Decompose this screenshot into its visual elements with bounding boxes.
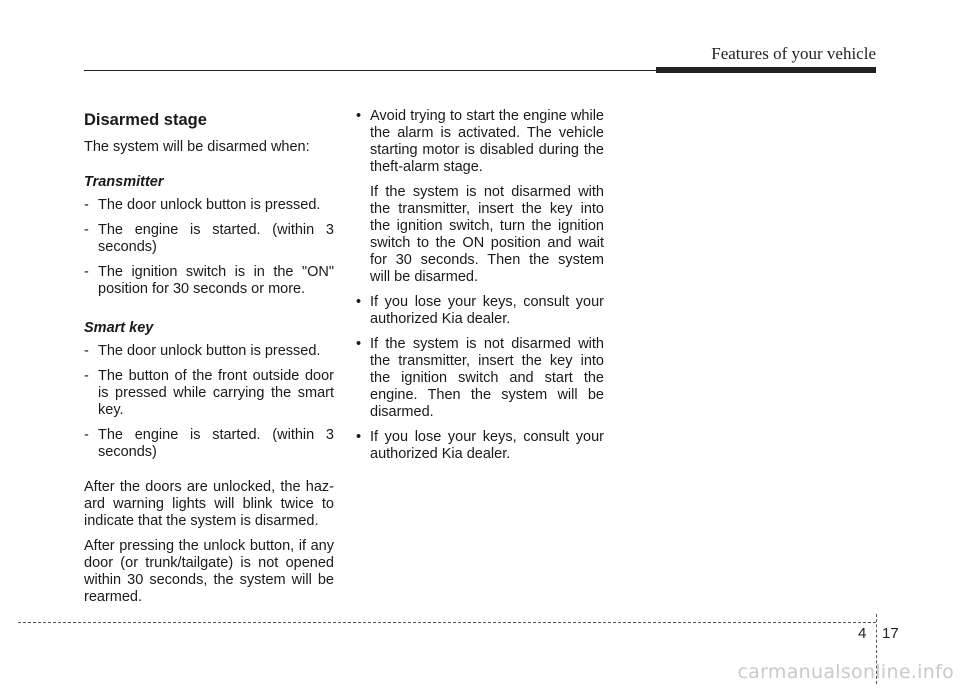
list-item: - The door unlock button is pressed. [84,343,321,359]
subheading-transmitter: Transmitter [84,174,164,190]
list-item-text: The button of the front outside door is pressed while carrying the smart key. [98,368,334,418]
list-item: - The button of the front outside door is pressed while carrying the smart key. [84,368,334,418]
bullet-text: If the system is not disarmed with the transmitter, insert the key into the ignition switch and start the engine. Then the system will be disarmed. [370,336,604,420]
bullet-text: If you lose your keys, consult your authorized Kia dealer. [370,294,604,327]
chapter-number: 4 [858,625,867,642]
list-item-text: The door unlock button is pressed. [98,197,321,213]
page-number: 17 [882,625,899,642]
header-accent-bar [656,67,876,73]
header-divider [84,70,662,71]
section-title: Features of your vehicle [711,44,876,63]
list-item-text: The door unlock button is pressed. [98,343,321,359]
note-paragraph: After pressing the unlock button, if any door (or trunk/tailgate) is not opened within 30 seconds, the system will be rearmed. [84,538,334,605]
list-item: - The engine is started. (within 3 seconds) [84,222,334,255]
right-column [356,108,604,471]
note-paragraph: After the doors are unlocked, the haz-ard warning lights will blink twice to indicate that the system is disarmed. [84,479,334,529]
bullet-item [356,429,604,463]
footer-divider [18,622,876,623]
list-item: - The engine is started. (within 3 seconds) [84,427,334,460]
intro-text: The system will be disarmed when: [84,139,310,155]
page-heading: Disarmed stage [84,111,207,129]
bullet-item [356,108,604,286]
bullet-text: Avoid trying to start the engine while the alarm is activated. The vehicle starting motor is disabled during the theft-alarm stage. [370,108,604,175]
bullet-item [356,294,604,328]
bullet-icon: • [356,108,362,124]
list-item: - The ignition switch is in the "ON" position for 30 seconds or more. [84,264,334,297]
list-item-text: The engine is started. (within 3 seconds) [98,222,334,255]
bullet-icon: • [356,336,362,352]
bullet-continuation: If the system is not disarmed with the transmitter, insert the key into the ignition switch, turn the ignition switch to the ON position and wait for 30 seconds. Then the system will be disarmed. [370,184,604,285]
watermark-text: carmanualsonline.info [737,661,954,683]
bullet-icon: • [356,294,362,310]
list-item-text: The engine is started. (within 3 seconds) [98,427,334,460]
bullet-icon: • [356,429,362,445]
bullet-item [356,336,604,421]
subheading-smart-key: Smart key [84,320,154,336]
list-item-text: The ignition switch is in the "ON" position for 30 seconds or more. [98,264,334,297]
left-column [84,108,334,614]
list-item: - The door unlock button is pressed. [84,197,321,213]
bullet-text: If you lose your keys, consult your authorized Kia dealer. [370,429,604,462]
